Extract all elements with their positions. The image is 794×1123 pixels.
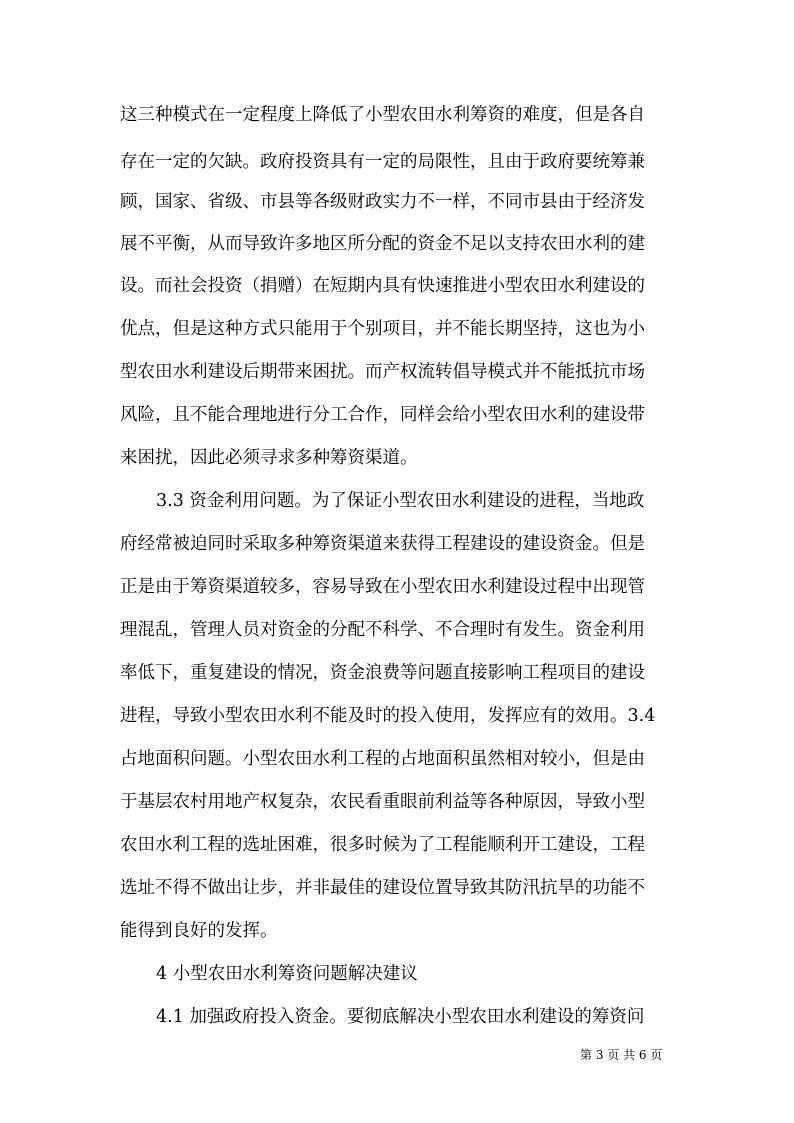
paragraph-line: 府经常被迫同时采取多种筹资渠道来获得工程建设的建设资金。但是: [120, 534, 645, 554]
paragraph-line: 这三种模式在一定程度上降低了小型农田水利筹资的难度，但是各自: [120, 105, 645, 125]
paragraph-line: 于基层农村用地产权复杂，农民看重眼前利益等各种原因，导致小型: [120, 792, 645, 812]
paragraph-line: 展不平衡，从而导致许多地区所分配的资金不足以支持农田水利的建: [120, 234, 645, 254]
paragraph-line: 选址不得不做出让步，并非最佳的建设位置导致其防汛抗旱的功能不: [120, 878, 645, 898]
paragraph-line: 顾，国家、省级、市县等各级财政实力不一样，不同市县由于经济发: [120, 192, 645, 212]
paragraph-line: 优点，但是这种方式只能用于个别项目，并不能长期坚持，这也为小: [120, 319, 645, 339]
paragraph-line: 型农田水利建设后期带来困扰。而产权流转倡导模式并不能抵抗市场: [120, 362, 645, 382]
paragraph-line: 理混乱，管理人员对资金的分配不科学、不合理时有发生。资金利用: [120, 620, 645, 640]
paragraph-line: 正是由于筹资渠道较多，容易导致在小型农田水利建设过程中出现管: [120, 577, 645, 597]
paragraph-line: 存在一定的欠缺。政府投资具有一定的局限性，且由于政府要统筹兼: [120, 152, 645, 172]
paragraph-line: 风险，且不能合理地进行分工合作，同样会给小型农田水利的建设带: [120, 405, 645, 425]
paragraph-line: 农田水利工程的选址困难，很多时候为了工程能顺利开工建设，工程: [120, 835, 645, 855]
section-heading-line: 3.3 资金利用问题。为了保证小型农田水利建设的进程，当地政: [156, 491, 645, 511]
section-heading: 4 小型农田水利筹资问题解决建议: [156, 964, 418, 984]
page-number-footer: 第 3 页 共 6 页: [580, 1048, 663, 1062]
paragraph-line: 率低下，重复建设的情况，资金浪费等问题直接影响工程项目的建设: [120, 663, 645, 683]
paragraph-line: 能得到良好的发挥。: [120, 921, 278, 941]
subsection-heading-line: 4.1 加强政府投入资金。要彻底解决小型农田水利建设的筹资问: [156, 1007, 645, 1027]
paragraph-line: 占地面积问题。小型农田水利工程的占地面积虽然相对较小，但是由: [120, 749, 645, 769]
paragraph-line: 来困扰，因此必须寻求多种筹资渠道。: [120, 448, 418, 468]
paragraph-line: 进程，导致小型农田水利不能及时的投入使用，发挥应有的效用。3.4: [120, 706, 656, 726]
paragraph-line: 设。而社会投资（捐赠）在短期内具有快速推进小型农田水利建设的: [120, 276, 645, 296]
